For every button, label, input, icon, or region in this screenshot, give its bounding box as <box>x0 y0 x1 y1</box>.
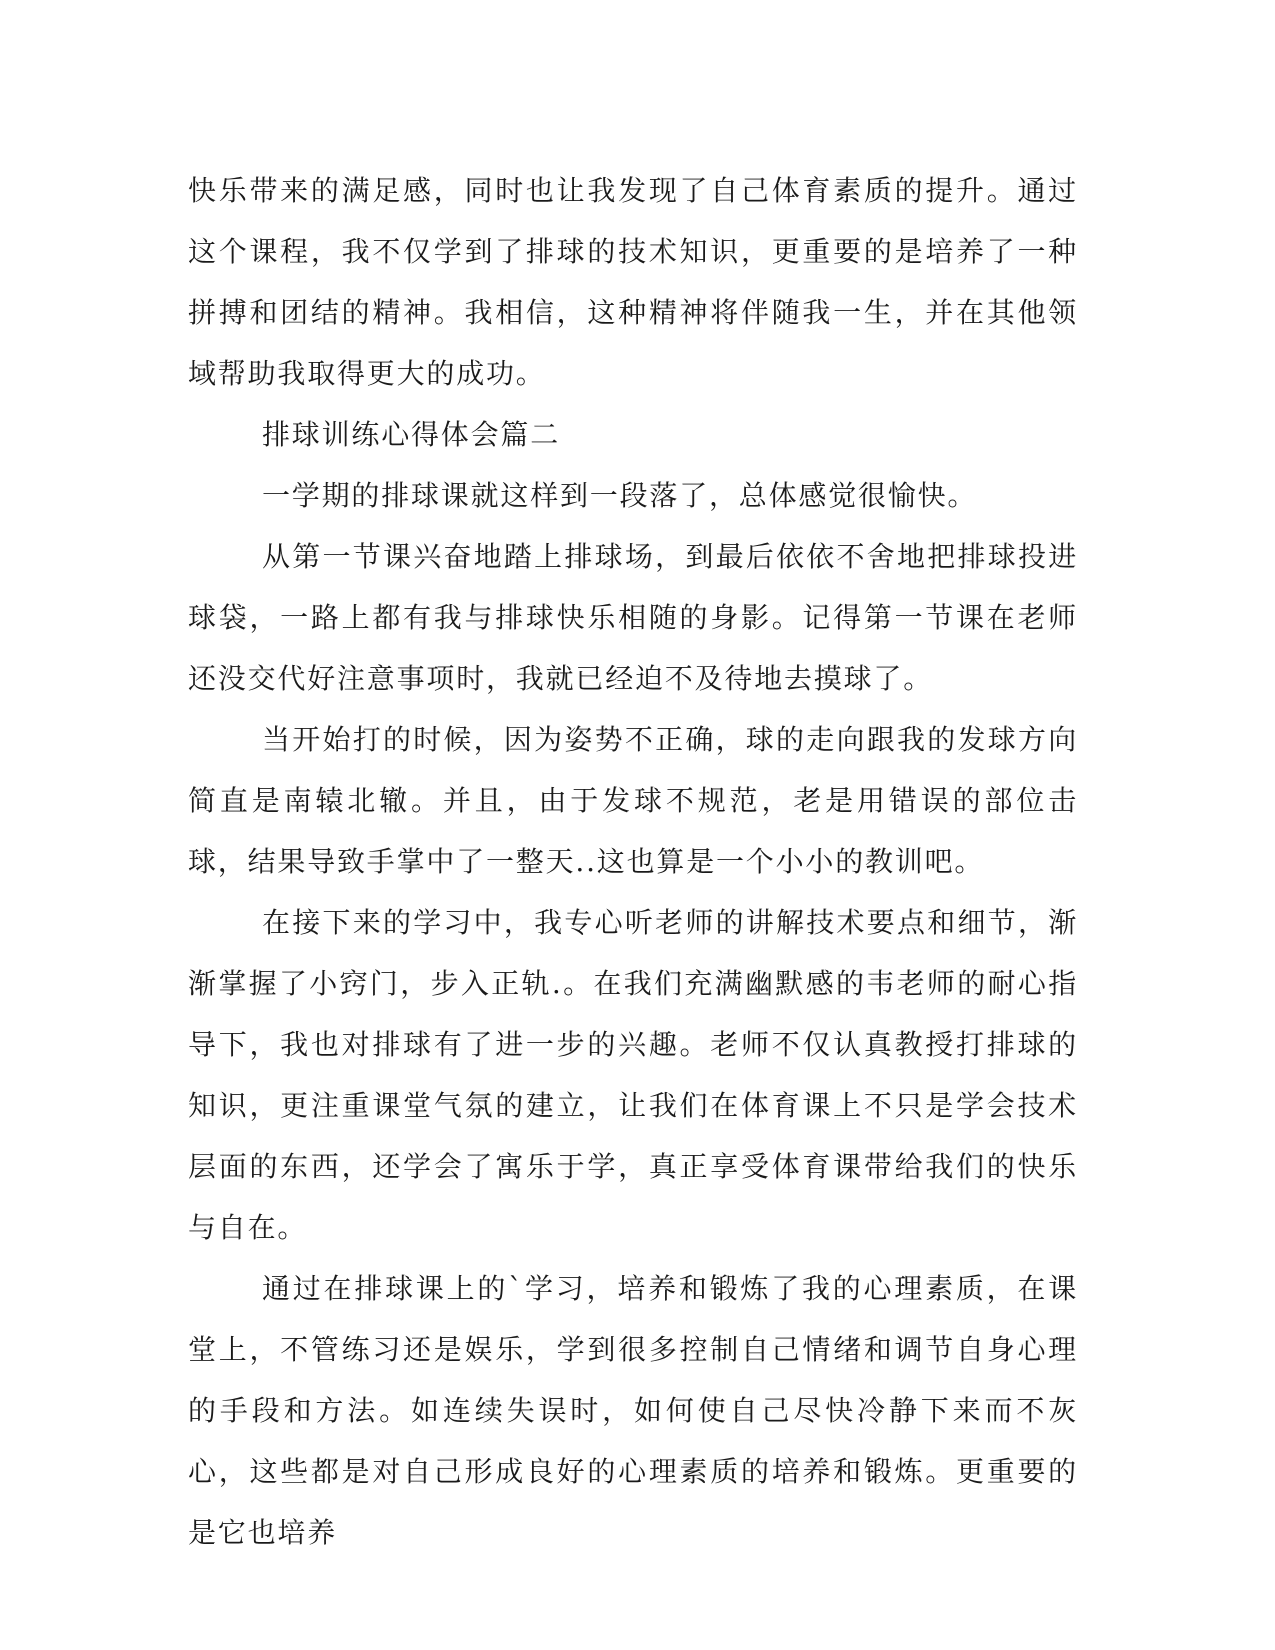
paragraph: 从第一节课兴奋地踏上排球场，到最后依依不舍地把排球投进球袋，一路上都有我与排球快乐相随的身影。记得第一节课在老师还没交代好注意事项时，我就已经迫不及待地去摸球了。 <box>188 540 1078 695</box>
paragraph: 通过在排球课上的`学习，培养和锻炼了我的心理素质，在课堂上，不管练习还是娱乐，学到很多控制自己情绪和调节自身心理的手段和方法。如连续失误时，如何使自己尽快冷静下来而不灰心，这些都是对自己形成良好的心理素质的培养和锻炼。更重要的是它也培养 <box>188 1272 1078 1549</box>
paragraph: 在接下来的学习中，我专心听老师的讲解技术要点和细节，渐渐掌握了小窍门，步入正轨.。在我们充满幽默感的韦老师的耐心指导下，我也对排球有了进一步的兴趣。老师不仅认真教授打排球的知识，更注重课堂气氛的建立，让我们在体育课上不只是学会技术层面的东西，还学会了寓乐于学，真正享受体育课带给我们的快乐与自在。 <box>188 906 1078 1244</box>
section-heading: 排球训练心得体会篇二 <box>262 418 561 451</box>
document-body <box>188 160 1078 1563</box>
paragraph: 一学期的排球课就这样到一段落了，总体感觉很愉快。 <box>262 479 978 512</box>
paragraph: 当开始打的时候，因为姿势不正确，球的走向跟我的发球方向简直是南辕北辙。并且，由于发球不规范，老是用错误的部位击球，结果导致手掌中了一整天..这也算是一个小小的教训吧。 <box>188 723 1078 878</box>
paragraph-continuation: 快乐带来的满足感，同时也让我发现了自己体育素质的提升。通过这个课程，我不仅学到了排球的技术知识，更重要的是培养了一种拼搏和团结的精神。我相信，这种精神将伴随我一生，并在其他领域帮助我取得更大的成功。 <box>188 174 1078 390</box>
